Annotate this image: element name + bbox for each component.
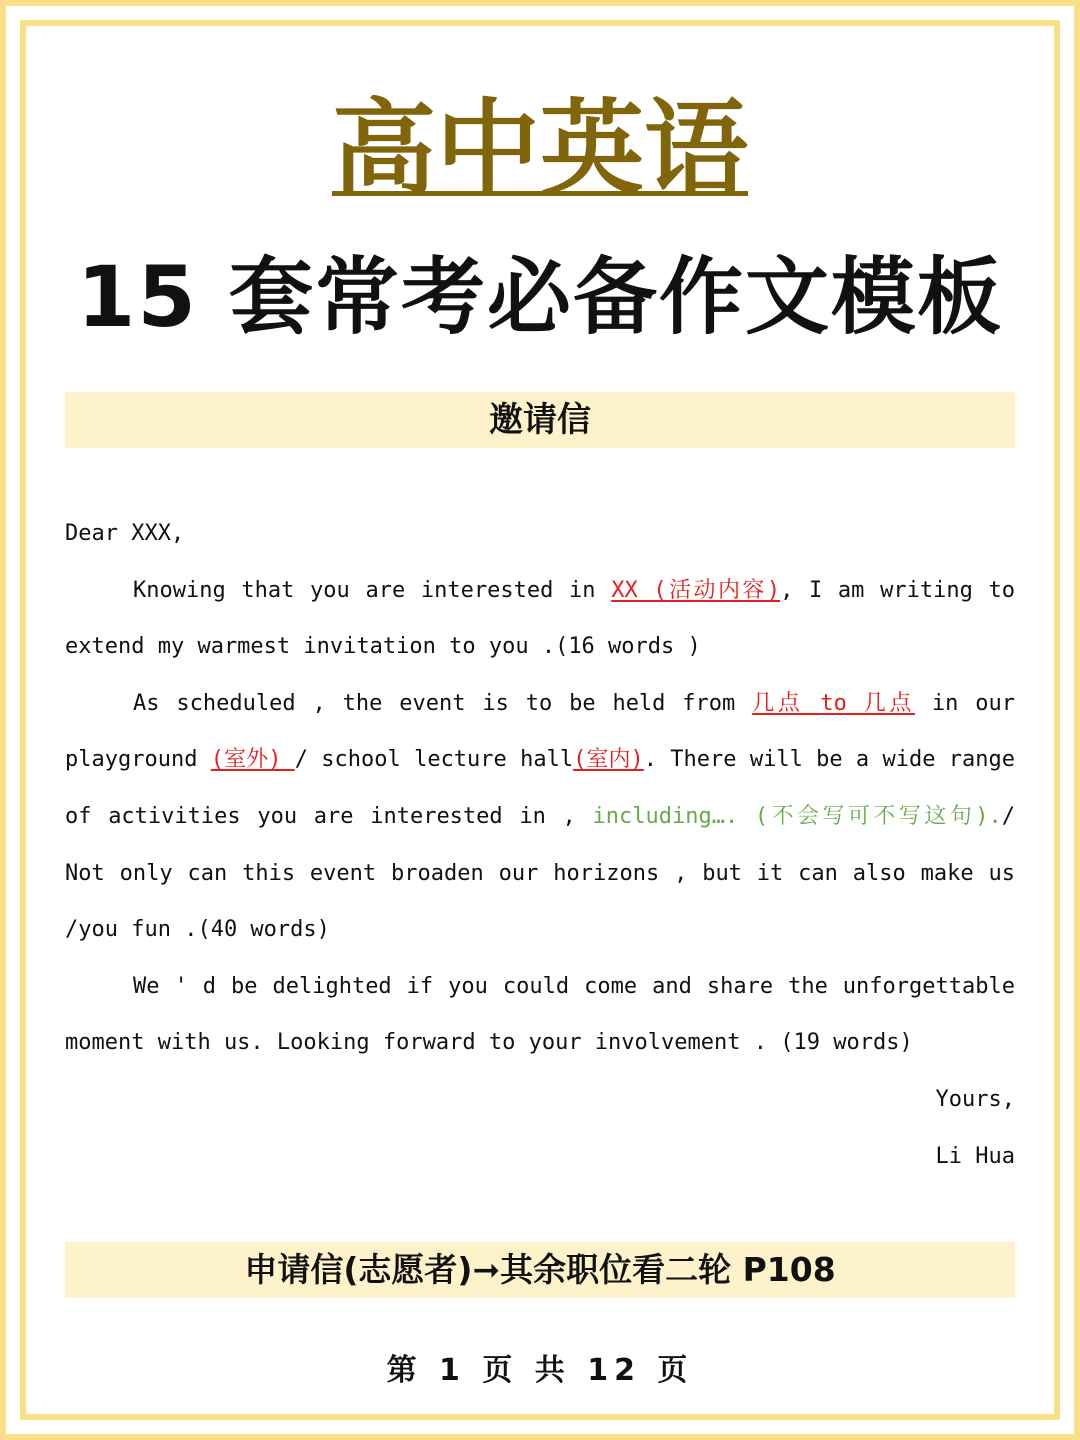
paragraph-2-line-3 [65, 789, 1015, 846]
paragraph-3-line-1: We ' d be delighted if you could come and share the unforgettable [133, 973, 1015, 999]
p2-outdoor-highlight: (室外) [210, 747, 295, 773]
paragraph-1-line-1 [65, 563, 1015, 620]
closing: Yours, [935, 1086, 1015, 1112]
paragraph-2-line-5: /you fun .(40 words) [65, 917, 330, 943]
paragraph-1-line-2: extend my warmest invitation to you .(16 words ) [65, 634, 701, 660]
p2-l2-text-b: / school lecture hall [294, 747, 574, 773]
p2-optional-hint: including…. (不会写可不写这句). [592, 803, 1002, 829]
p2-indoor-highlight: (室内) [573, 747, 644, 773]
page-subtitle: 15 套常考必备作文模板 [76, 248, 1004, 346]
p1-text-b: , I am writing to [780, 577, 1015, 603]
p2-text-a: As scheduled , the event is to be held from [133, 690, 753, 716]
paragraph-2-line-4: Not only can this event broaden our horizons , but it can also make us [65, 860, 1015, 886]
paragraph-2-line-2 [65, 732, 1015, 789]
paragraph-2-line-1 [65, 676, 1015, 733]
page-title-text: 高中英语 [331, 88, 748, 210]
p1-text-a: Knowing that you are interested in [133, 577, 612, 603]
salutation: Dear XXX, [65, 521, 185, 546]
paragraph-3-line-2: moment with us. Looking forward to your involvement . (19 words) [65, 1030, 913, 1056]
p2-l2-text-c: . There will be a wide range [643, 747, 1015, 773]
p2-time-highlight: 几点 to 几点 [752, 690, 916, 716]
p2-l3-text-b: / [1001, 803, 1015, 829]
letter-body [65, 506, 1015, 1185]
p2-l3-text-a: of activities you are interested in , [65, 803, 593, 829]
section-heading: 邀请信 [65, 392, 1015, 448]
p2-text-b: in our [915, 690, 1016, 716]
p2-l2-text-a: playground [65, 747, 211, 773]
page-title [0, 88, 1080, 210]
signature: Li Hua [935, 1143, 1015, 1169]
p1-highlight: XX (活动内容) [611, 577, 781, 603]
page-indicator: 第 1 页 共 12 页 [386, 1353, 694, 1388]
next-section-heading: 申请信(志愿者)➞其余职位看二轮 P108 [65, 1242, 1015, 1298]
